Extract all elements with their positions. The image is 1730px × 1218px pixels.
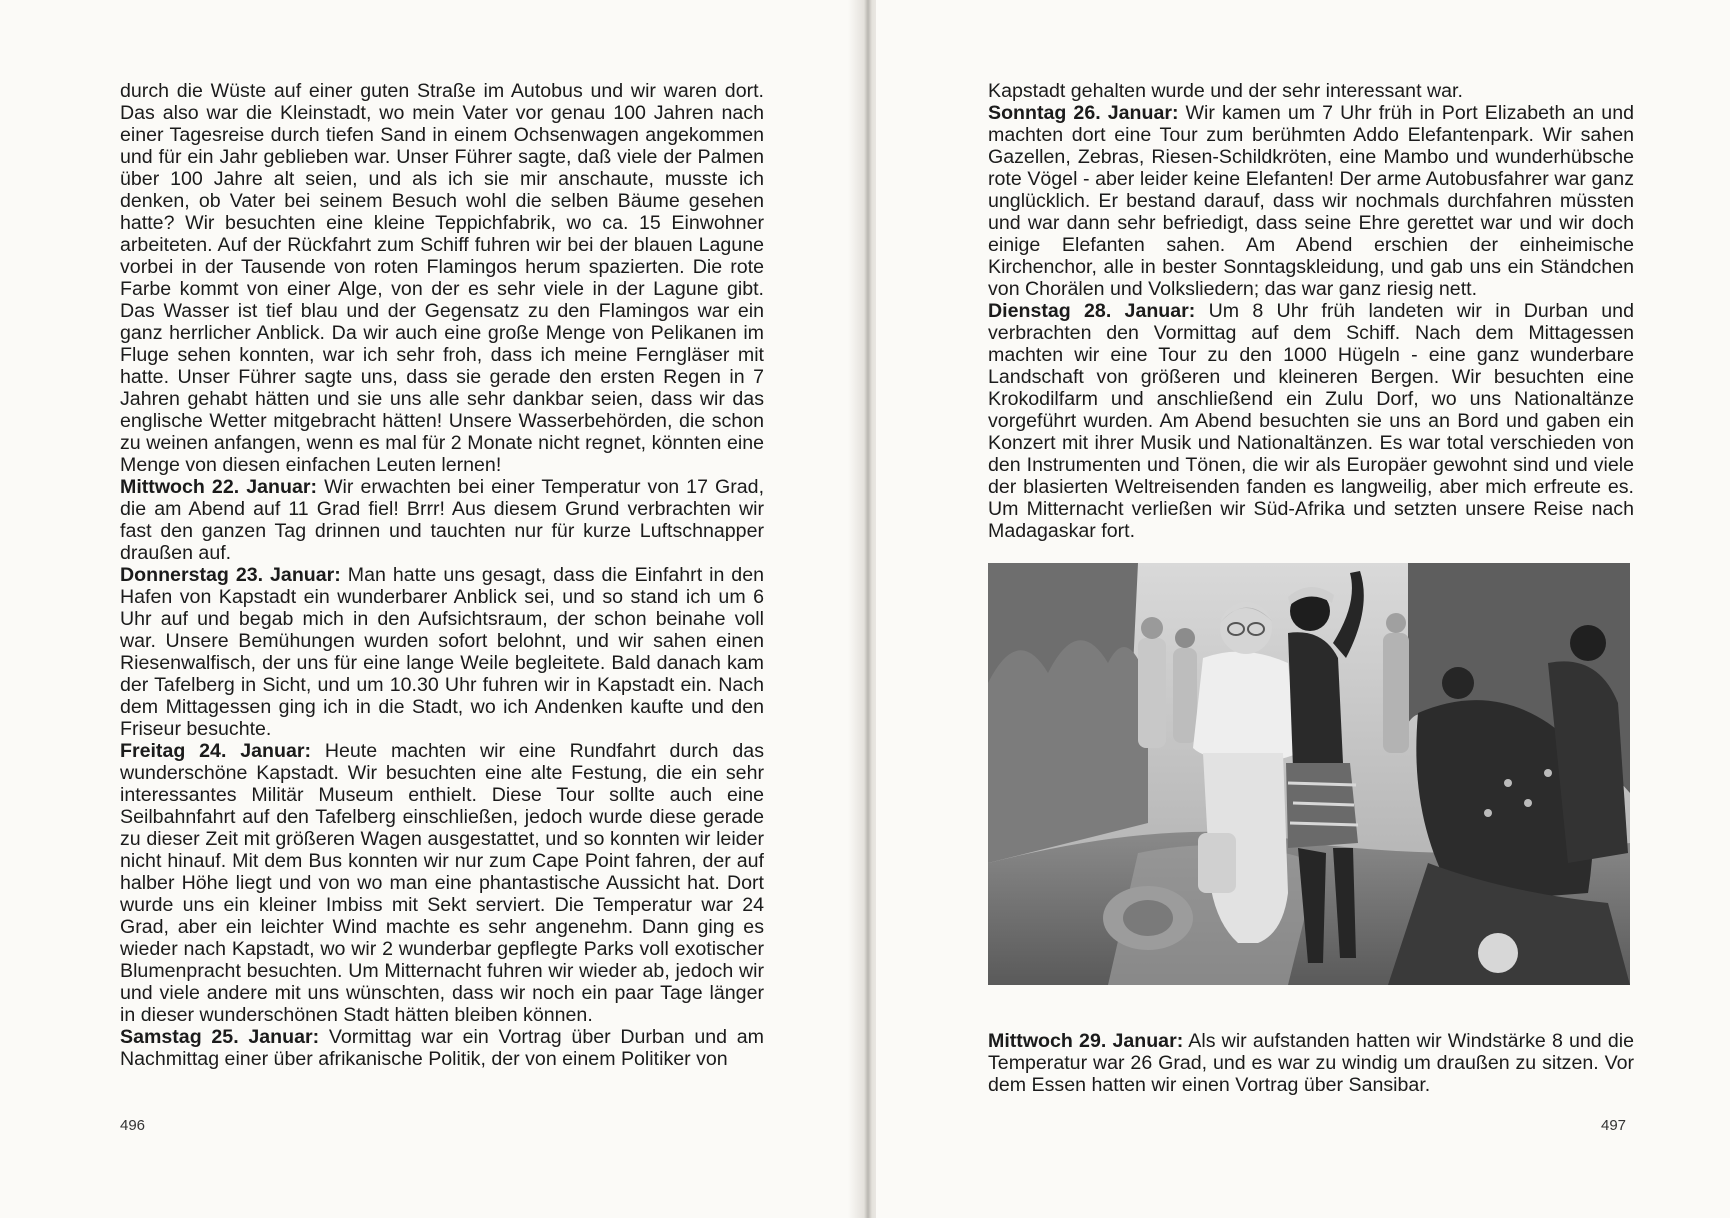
day-heading: Samstag 25. Januar:: [120, 1026, 320, 1048]
day-heading: Donnerstag 23. Januar:: [120, 564, 341, 586]
day-heading: Sonntag 26. Januar:: [988, 102, 1179, 124]
day-heading: Mittwoch 22. Januar:: [120, 476, 318, 498]
day-heading: Mittwoch 29. Januar:: [988, 1030, 1184, 1052]
paragraph-text: Kapstadt gehalten wurde und der sehr interessant war.: [988, 80, 1463, 102]
paragraph: [120, 80, 764, 476]
page-number-left: 496: [120, 1117, 146, 1134]
paragraph: [120, 476, 764, 564]
photo-illustration: [988, 563, 1630, 985]
paragraph-text: Heute machten wir eine Rundfahrt durch das wunderschöne Kapstadt. Wir besuchten eine alte Festung, die ein sehr interessantes Militär Museum enthielt. Diese Tour sollte auch eine Seilbahnfahrt auf den Tafelberg einschließen, jedoch wurde diese gerade zu dieser Zeit mit größeren Wagen ausgestattet, und so konnten wir leider nicht hinauf. Mit dem Bus konnten wir nur zum Cape Point fahren, der auf halber Höhe liegt und von wo man eine phantastische Aussicht hat. Dort wurde uns ein kleiner Imbiss mit Sekt serviert. Die Temperatur war 24 Grad, aber ein leichter Wind machte es sehr angenehm. Dann ging es wieder nach Kapstadt, wo wir 2 wunderbar gepflegte Parks voll exotischer Blumenpracht besuchten. Um Mitternacht fuhren wir wieder ab, jedoch wir und viele andere mit uns wünschten, dass wir noch ein paar Tage länger in dieser wunderschönen Stadt hätten bleiben können.: [120, 740, 764, 1026]
page-number-right: 497: [1601, 1117, 1627, 1134]
paragraph: [988, 102, 1634, 300]
paragraph-text: Wir erwachten bei einer Temperatur von 17 Grad, die am Abend auf 11 Grad fiel! Brrr! Aus diesem Grund verbrachten wir fast den ganzen Tag drinnen und tauchten nur für kurze Luftschnapper draußen auf.: [120, 476, 765, 564]
paragraph: [120, 740, 764, 1026]
left-page: [0, 0, 862, 1218]
right-page-text-bottom: [988, 1030, 1634, 1096]
paragraph: [120, 564, 764, 740]
photograph: [988, 563, 1630, 985]
paragraph-text: Als wir aufstanden hatten wir Windstärke 8 und die Temperatur war 26 Grad, und es war zu windig um draußen zu sitzen. Vor dem Essen hatten wir einen Vortrag über Sansibar.: [988, 1030, 1634, 1096]
paragraph: [988, 80, 1634, 102]
paragraph: [988, 300, 1634, 542]
paragraph-text: durch die Wüste auf einer guten Straße im Autobus und wir waren dort. Das also war die Kleinstadt, wo mein Vater vor genau 100 Jahren nach einer Tagesreise durch tiefen Sand in einem Ochsenwagen angekommen und für ein Jahr geblieben war. Unser Führer sagte, daß viele der Palmen über 100 Jahre alt seien, und als ich sie mir anschaute, musste ich denken, ob Vater bei seinem Besuch wohl die selben Bäume gesehen hatte? Wir besuchten eine kleine Teppichfabrik, wo ca. 15 Einwohner arbeiteten. Auf der Rückfahrt zum Schiff fuhren wir bei der blauen Lagune vorbei in der Tausende von roten Flamingos herum spazierten. Die rote Farbe kommt von einer Alge, von der es sehr viele in der Lagune gibt. Das Wasser ist tief blau und der Gegensatz zu den Flamingos war ein ganz herrlicher Anblick. Da wir auch eine große Menge von Pelikanen im Fluge sehen konnten, war ich sehr froh, dass ich meine Ferngläser mit hatte. Unser Führer sagte uns, dass sie gerade den ersten Regen in 7 Jahren gehabt hätten und sie uns alle sehr dankbar seien, dass wir das englische Wetter mitgebracht hätten! Unsere Wasserbehörden, die schon zu weinen anfangen, wenn es mal für 2 Monate nicht regnet, könnten eine Menge von diesen einfachen Leuten lernen!: [120, 80, 764, 476]
paragraph-text: Vormittag war ein Vortrag über Durban und am Nachmittag einer über afrikanische Politik, der von einem Politiker von: [120, 1026, 764, 1070]
left-page-text: [120, 80, 764, 1070]
right-page-text: [988, 80, 1634, 542]
paragraph: [120, 1026, 764, 1070]
day-heading: Freitag 24. Januar:: [120, 740, 312, 762]
day-heading: Dienstag 28. Januar:: [988, 300, 1196, 322]
paragraph-text: Um 8 Uhr früh landeten wir in Durban und verbrachten den Vormittag auf dem Schiff. Nach dem Mittagessen machten wir eine Tour zu den 1000 Hügeln - eine ganz wunderbare Landschaft von größeren und kleineren Bergen. Wir besuchten eine Krokodilfarm und anschließend ein Zulu Dorf, wo uns Nationaltänze vorgeführt wurden. Am Abend besuchten sie uns an Bord und gaben ein Konzert mit ihrer Musik und Nationaltänzen. Es war total verschieden von den Instrumenten und Tönen, die wir als Europäer gewohnt sind und viele der blasierten Weltreisenden fanden es langweilig, aber mich erfreute es. Um Mitternacht verließen wir Süd-Afrika und setzten unsere Reise nach Madagaskar fort.: [988, 300, 1634, 542]
paragraph: [988, 1030, 1634, 1096]
paragraph-text: Man hatte uns gesagt, dass die Einfahrt in den Hafen von Kapstadt ein wunderbarer Anblick sei, und so stand ich um 6 Uhr auf und begab mich in den Aufsichtsraum, der schon beinahe voll war. Unsere Bemühungen wurden sofort belohnt, und wir sahen einen Riesenwalfisch, der uns für eine lange Weile begleitete. Bald danach kam der Tafelberg in Sicht, und um 10.30 Uhr fuhren wir in Kapstadt ein. Nach dem Mittagessen ging ich in die Stadt, wo ich Andenken kaufte und den Friseur besuchte.: [120, 564, 764, 740]
right-page: [876, 0, 1730, 1218]
paragraph-text: Wir kamen um 7 Uhr früh in Port Elizabeth an und machten dort eine Tour zum berühmten Addo Elefantenpark. Wir sahen Gazellen, Zebras, Riesen-Schildkröten, eine Mambo und wunderhübsche rote Vögel - aber leider keine Elefanten! Der arme Autobusfahrer war ganz unglücklich. Er bestand darauf, dass wir nochmals durchfahren müssten und war dann sehr befriedigt, dass seine Ehre gerettet war und wir doch einige Elefanten sahen. Am Abend erschien der einheimische Kirchenchor, alle in bester Sonntagskleidung, und gab uns ein Ständchen von Chorälen und Volksliedern; das war ganz riesig nett.: [988, 102, 1634, 300]
